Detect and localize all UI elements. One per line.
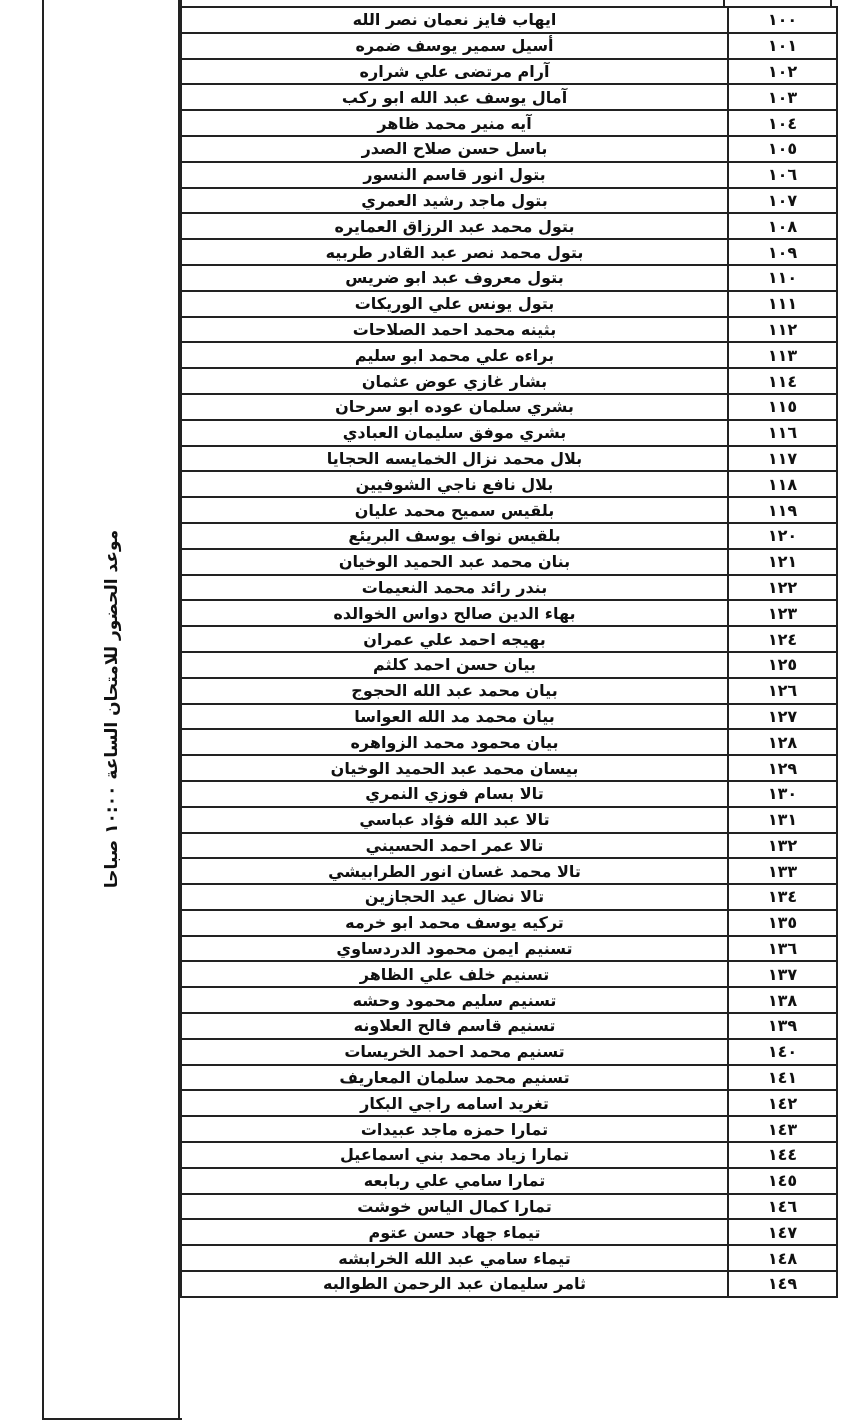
student-name: بهاء الدين صالح دواس الخوالده: [181, 600, 728, 626]
student-name: بلقيس نواف يوسف البريئع: [181, 523, 728, 549]
row-number: ١٣٢: [728, 833, 837, 859]
table-row: [181, 84, 837, 110]
student-name: تيماء سامي عبد الله الخرابشه: [181, 1245, 728, 1271]
roster-table: [180, 6, 838, 1298]
table-row: [181, 807, 837, 833]
student-name: أسيل سمير يوسف ضمره: [181, 33, 728, 59]
row-number: ١٠٧: [728, 188, 837, 214]
table-row: [181, 755, 837, 781]
student-name: بشار غازي عوض عثمان: [181, 368, 728, 394]
student-name: تسنيم ايمن محمود الدردساوي: [181, 936, 728, 962]
student-name: آرام مرتضى علي شراره: [181, 59, 728, 85]
student-name: آمال يوسف عبد الله ابو ركب: [181, 84, 728, 110]
student-name: تمارا زياد محمد بني اسماعيل: [181, 1142, 728, 1168]
table-row: [181, 936, 837, 962]
row-number: ١٣٠: [728, 781, 837, 807]
table-row: [181, 162, 837, 188]
table-row: [181, 239, 837, 265]
row-number: ١٤٥: [728, 1168, 837, 1194]
table-row: [181, 1116, 837, 1142]
table-row: [181, 549, 837, 575]
table-row: [181, 446, 837, 472]
row-number: ١٠١: [728, 33, 837, 59]
row-number: ١٣٣: [728, 858, 837, 884]
student-name: بشري موفق سليمان العبادي: [181, 420, 728, 446]
row-number: ١٣١: [728, 807, 837, 833]
student-name: ثامر سليمان عبد الرحمن الطوالبه: [181, 1271, 728, 1297]
table-row: [181, 368, 837, 394]
table-row: [181, 600, 837, 626]
student-name: تمارا سامي علي ربابعه: [181, 1168, 728, 1194]
table-row: [181, 910, 837, 936]
student-name: باسل حسن صلاح الصدر: [181, 136, 728, 162]
row-number: ١٣٩: [728, 1013, 837, 1039]
row-number: ١٢٤: [728, 626, 837, 652]
table-row: [181, 59, 837, 85]
table-row: [181, 1013, 837, 1039]
row-number: ١٤٢: [728, 1090, 837, 1116]
student-name: تسنيم خلف علي الظاهر: [181, 961, 728, 987]
table-row: [181, 1142, 837, 1168]
row-number: ١٠٩: [728, 239, 837, 265]
table-row: [181, 833, 837, 859]
row-number: ١٤٧: [728, 1219, 837, 1245]
table-row: [181, 188, 837, 214]
row-number: ١٠٦: [728, 162, 837, 188]
row-number: ١٤٩: [728, 1271, 837, 1297]
table-row: [181, 1065, 837, 1091]
table-row: [181, 858, 837, 884]
student-name: بهيجه احمد علي عمران: [181, 626, 728, 652]
row-number: ١٣٦: [728, 936, 837, 962]
student-name: تغريد اسامه راجي البكار: [181, 1090, 728, 1116]
student-name: بشري سلمان عوده ابو سرحان: [181, 394, 728, 420]
row-number: ١١٠: [728, 265, 837, 291]
row-number: ١١٧: [728, 446, 837, 472]
table-row: [181, 291, 837, 317]
row-number: ١١٥: [728, 394, 837, 420]
roster-body: [181, 7, 837, 1297]
table-row: [181, 420, 837, 446]
row-number: ١١٩: [728, 497, 837, 523]
student-name: بتول معروف عبد ابو ضريس: [181, 265, 728, 291]
student-name: تالا نضال عيد الحجازين: [181, 884, 728, 910]
student-name: بنان محمد عبد الحميد الوخيان: [181, 549, 728, 575]
student-name: بتول يونس علي الوريكات: [181, 291, 728, 317]
table-row: [181, 626, 837, 652]
table-row: [181, 987, 837, 1013]
table-row: [181, 33, 837, 59]
table-row: [181, 961, 837, 987]
table-row: [181, 1194, 837, 1220]
row-number: ١٤١: [728, 1065, 837, 1091]
student-name: تسنيم سليم محمود وحشه: [181, 987, 728, 1013]
row-number: ١٣٧: [728, 961, 837, 987]
student-name: تالا بسام فوزي النمري: [181, 781, 728, 807]
student-name: بيان محمد عبد الله الحجوج: [181, 678, 728, 704]
student-name: بيان محمد مد الله العواسا: [181, 704, 728, 730]
student-name: بتول ماجد رشيد العمري: [181, 188, 728, 214]
student-name: بثينه محمد احمد الصلاحات: [181, 317, 728, 343]
table-row: [181, 652, 837, 678]
table-row: [181, 7, 837, 33]
table-row: [181, 342, 837, 368]
table-row: [181, 497, 837, 523]
row-number: ١٢٠: [728, 523, 837, 549]
table-row: [181, 213, 837, 239]
table-row: [181, 729, 837, 755]
table-row: [181, 678, 837, 704]
table-row: [181, 1039, 837, 1065]
session-label: موعد الحضور للامتحان الساعة ١٠:٠٠ صباحا: [102, 529, 123, 889]
table-row: [181, 781, 837, 807]
student-name: تيماء جهاد حسن عتوم: [181, 1219, 728, 1245]
student-name: ايهاب فايز نعمان نصر الله: [181, 7, 728, 33]
student-name: بتول انور قاسم النسور: [181, 162, 728, 188]
student-name: تالا عبد الله فؤاد عباسي: [181, 807, 728, 833]
row-number: ١٠٥: [728, 136, 837, 162]
student-name: بيان محمود محمد الزواهره: [181, 729, 728, 755]
student-name: بتول محمد عبد الرزاق العمايره: [181, 213, 728, 239]
student-name: تسنيم محمد احمد الخريسات: [181, 1039, 728, 1065]
row-number: ١٤٦: [728, 1194, 837, 1220]
table-row: [181, 136, 837, 162]
row-number: ١٣٨: [728, 987, 837, 1013]
table-row: [181, 1219, 837, 1245]
table-row: [181, 704, 837, 730]
row-number: ١٢٦: [728, 678, 837, 704]
student-name: تالا محمد غسان انور الطرابيشي: [181, 858, 728, 884]
row-number: ١١٣: [728, 342, 837, 368]
table-row: [181, 1090, 837, 1116]
row-number: ١١١: [728, 291, 837, 317]
row-number: ١١٦: [728, 420, 837, 446]
row-number: ١٤٨: [728, 1245, 837, 1271]
row-number: ١٢٥: [728, 652, 837, 678]
table-row: [181, 575, 837, 601]
student-name: آيه منير محمد ظاهر: [181, 110, 728, 136]
student-name: براءه علي محمد ابو سليم: [181, 342, 728, 368]
row-number: ١٤٤: [728, 1142, 837, 1168]
row-number: ١١٤: [728, 368, 837, 394]
row-number: ١٢٨: [728, 729, 837, 755]
student-name: بيسان محمد عبد الحميد الوخيان: [181, 755, 728, 781]
student-name: بلال محمد نزال الخمايسه الحجايا: [181, 446, 728, 472]
row-number: ١٢٩: [728, 755, 837, 781]
session-cell: [44, 0, 180, 1418]
student-name: تسنيم محمد سلمان المعاريف: [181, 1065, 728, 1091]
table-row: [181, 1271, 837, 1297]
table-row: [181, 110, 837, 136]
row-number: ١٤٠: [728, 1039, 837, 1065]
table-row: [181, 317, 837, 343]
table-row: [181, 265, 837, 291]
row-number: ١٠٣: [728, 84, 837, 110]
student-name: تمارا حمزه ماجد عبيدات: [181, 1116, 728, 1142]
row-number: ١٢٢: [728, 575, 837, 601]
student-name: بتول محمد نصر عبد القادر طربيه: [181, 239, 728, 265]
table-row: [181, 1168, 837, 1194]
row-number: ١٢٧: [728, 704, 837, 730]
student-name: تسنيم قاسم فالح العلاونه: [181, 1013, 728, 1039]
student-name: بلقيس سميح محمد عليان: [181, 497, 728, 523]
row-number: ١٣٤: [728, 884, 837, 910]
student-name: تالا عمر احمد الحسيني: [181, 833, 728, 859]
row-number: ١١٢: [728, 317, 837, 343]
row-number: ١٠٤: [728, 110, 837, 136]
row-number: ١٢٣: [728, 600, 837, 626]
frame-bottom-line: [42, 1418, 182, 1420]
row-number: ١٠٠: [728, 7, 837, 33]
row-number: ١٠٨: [728, 213, 837, 239]
row-number: ١٤٣: [728, 1116, 837, 1142]
row-number: ١٢١: [728, 549, 837, 575]
row-number: ١١٨: [728, 471, 837, 497]
table-row: [181, 471, 837, 497]
student-name: تمارا كمال الياس خوشت: [181, 1194, 728, 1220]
student-name: تركيه يوسف محمد ابو خرمه: [181, 910, 728, 936]
table-row: [181, 394, 837, 420]
row-number: ١٠٢: [728, 59, 837, 85]
student-name: بلال نافع ناجي الشوفيين: [181, 471, 728, 497]
row-number: ١٣٥: [728, 910, 837, 936]
table-row: [181, 884, 837, 910]
student-name: بندر رائد محمد النعيمات: [181, 575, 728, 601]
student-name: بيان حسن احمد كلثم: [181, 652, 728, 678]
table-row: [181, 1245, 837, 1271]
table-row: [181, 523, 837, 549]
